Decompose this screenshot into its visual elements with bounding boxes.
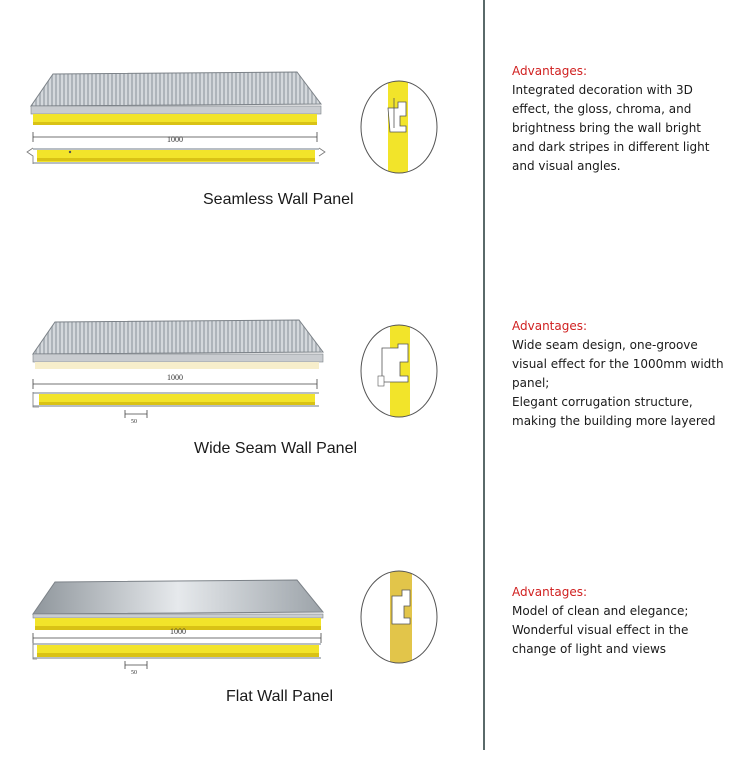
dimension-label: 1000	[167, 135, 183, 144]
panel-title: Flat Wall Panel	[226, 688, 333, 705]
flat-joint-detail	[358, 568, 440, 666]
panel-section-flat	[0, 480, 750, 750]
panel-section-wide-seam	[0, 240, 750, 480]
advantage-line: Integrated decoration with 3D	[512, 83, 693, 97]
wide-seam-panel-drawing	[25, 314, 335, 494]
advantage-line: brightness bring the wall bright	[512, 121, 702, 135]
advantages-label: Advantages:	[512, 585, 588, 599]
seam-width-label: 50	[131, 419, 137, 425]
advantage-line: Elegant corrugation structure,	[512, 395, 693, 409]
seamless-joint-detail	[358, 78, 440, 176]
dimension-label: 1000	[170, 627, 186, 636]
seam-width-label: 50	[131, 670, 137, 676]
panel-description	[512, 62, 744, 176]
seamless-panel-drawing	[25, 60, 335, 240]
panel-title: Wide Seam Wall Panel	[194, 440, 358, 457]
dimension-label: 1000	[167, 373, 183, 382]
advantage-line: Wide seam design, one-groove	[512, 338, 698, 352]
advantage-line: panel;	[512, 376, 550, 390]
wide-seam-joint-detail	[358, 322, 440, 420]
advantages-label: Advantages:	[512, 64, 588, 78]
advantage-line: Model of clean and elegance;	[512, 604, 689, 618]
panel-description	[512, 317, 744, 431]
flat-panel-drawing	[25, 572, 335, 772]
advantage-line: effect, the gloss, chroma, and	[512, 102, 692, 116]
advantage-line: and visual angles.	[512, 159, 621, 173]
advantage-line: visual effect for the 1000mm width	[512, 357, 724, 371]
panel-title: Seamless Wall Panel	[203, 191, 354, 208]
advantage-line: Wonderful visual effect in the	[512, 623, 689, 637]
advantage-line: change of light and views	[512, 642, 667, 656]
advantage-line: making the building more layered	[512, 414, 716, 428]
advantages-label: Advantages:	[512, 319, 588, 333]
panel-section-seamless	[0, 0, 750, 240]
panel-description	[512, 583, 744, 659]
advantage-line: and dark stripes in different light	[512, 140, 710, 154]
